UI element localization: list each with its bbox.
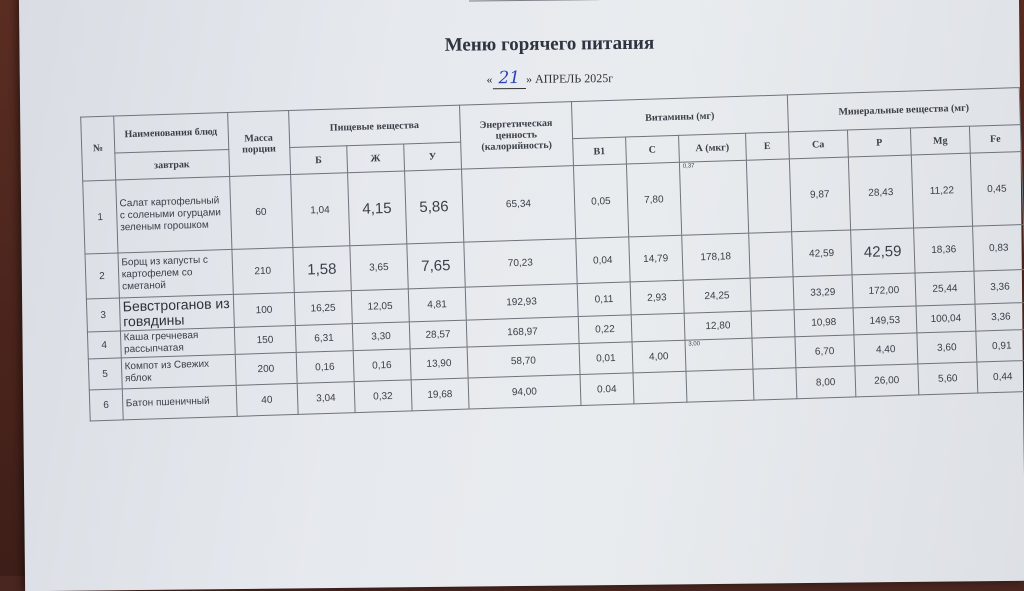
cell-a [685, 338, 753, 371]
cell-mass: 200 [235, 352, 297, 385]
cell-mg: 11,22 [911, 153, 972, 228]
cell-b1: 0,05 [573, 164, 628, 239]
header-c: C [625, 135, 679, 164]
header-vitamins: Витамины (мг) [571, 95, 788, 139]
cell-num: 5 [88, 358, 122, 390]
cell-energy: 70,23 [464, 239, 577, 287]
cell-e [750, 277, 794, 311]
cell-name: Салат картофельный с солеными огурцами зеленым горошком [115, 176, 231, 253]
header-fe: Fe [969, 125, 1021, 154]
cell-b1: 0,22 [578, 315, 632, 344]
cell-mg: 3,60 [917, 331, 977, 364]
cell-b1: 0,04 [576, 237, 630, 284]
cell-mg: 100,04 [916, 304, 976, 333]
cell-c: 2,93 [630, 280, 684, 315]
cell-zh: 0,16 [353, 349, 411, 382]
cell-c: 4,00 [632, 340, 686, 373]
cell-e [749, 232, 793, 278]
cell-e [746, 159, 791, 233]
cell-u: 7,65 [407, 242, 465, 289]
cell-ca: 6,70 [795, 335, 855, 368]
cell-e [753, 368, 797, 400]
header-a: А (мкг) [678, 133, 746, 162]
menu-table [80, 87, 1024, 421]
cell-energy: 65,34 [461, 166, 575, 242]
header-meal: завтрак [114, 149, 229, 180]
cell-zh: 12,05 [351, 289, 409, 324]
date-month-year: АПРЕЛЬ 2025г [534, 71, 614, 86]
header-u: У [403, 142, 461, 171]
cell-p: 172,00 [852, 273, 916, 308]
cell-a: 24,25 [683, 278, 751, 313]
cell-fe: 0,83 [973, 225, 1024, 272]
cell-energy: 168,97 [466, 317, 579, 348]
cell-num: 2 [85, 253, 119, 299]
cell-a [686, 369, 754, 402]
cell-ca: 42,59 [791, 230, 851, 277]
cell-ca: 8,00 [796, 366, 856, 399]
cell-u: 13,90 [410, 347, 468, 380]
cell-name: Борщ из капусты с картофелем со сметаной [118, 249, 233, 298]
cell-b1: 0.04 [580, 373, 634, 406]
cell-num: 6 [89, 389, 123, 421]
cell-b: 6,31 [295, 324, 353, 353]
cell-b1: 0,01 [579, 342, 633, 375]
cell-b: 1,58 [293, 246, 351, 293]
cell-zh: 3,65 [350, 244, 408, 291]
menu-sheet [19, 0, 1024, 591]
date-quote-open: « [486, 72, 493, 87]
cell-num: 1 [83, 180, 118, 254]
cell-c: 14,79 [629, 235, 683, 282]
cell-name: Бевстроганов из говядины [119, 294, 234, 331]
header-ca: Ca [788, 130, 848, 159]
cell-a [679, 160, 748, 235]
header-zh: Ж [346, 144, 404, 173]
cell-fe: 0,91 [976, 329, 1024, 362]
header-nutrients: Пищевые вещества [288, 105, 460, 147]
cell-fe: 3,36 [975, 303, 1024, 332]
cell-name: Батон пшеничный [122, 385, 237, 420]
cell-p: 4,40 [854, 333, 918, 366]
page-title: Меню горячего питания [444, 32, 655, 56]
header-minerals: Минеральные вещества (мг) [787, 88, 1020, 132]
top-approval-line [469, 0, 599, 2]
cell-c: 7,80 [626, 162, 681, 237]
header-mg: Mg [910, 126, 970, 155]
cell-p: 26,00 [855, 364, 919, 397]
cell-u: 4,81 [408, 287, 466, 322]
cell-u: 28,57 [409, 320, 467, 349]
cell-ca: 33,29 [793, 275, 853, 310]
date-quote-close: » [525, 71, 533, 86]
cell-b: 1,04 [290, 173, 349, 248]
cell-mg: 5,60 [918, 362, 978, 395]
cell-e [752, 337, 796, 369]
cell-zh: 4,15 [347, 171, 406, 246]
cell-fe: 0,44 [977, 360, 1024, 393]
cell-mg: 25,44 [915, 271, 975, 306]
cell-mass: 40 [236, 383, 298, 416]
cell-u: 5,86 [404, 169, 463, 244]
cell-zh: 3,30 [352, 322, 410, 351]
cell-ca: 9,87 [789, 157, 850, 232]
cell-mass: 100 [233, 292, 295, 327]
date-day: 21 [492, 68, 526, 89]
cell-num: 3 [86, 298, 120, 332]
cell-energy: 94,00 [468, 375, 581, 410]
cell-p: 149,53 [853, 306, 917, 335]
header-num: № [81, 116, 116, 181]
header-mass: Масса порции [227, 111, 290, 177]
cell-energy: 192,93 [465, 284, 578, 321]
cell-p: 28,43 [848, 155, 913, 230]
cell-a: 12,80 [684, 311, 752, 340]
cell-fe: 0,45 [970, 152, 1023, 227]
cell-e [751, 310, 795, 338]
cell-b: 16,25 [294, 291, 352, 326]
header-b: Б [289, 146, 347, 175]
cell-name: Каша гречневая рассыпчатая [120, 327, 235, 358]
cell-mass: 210 [232, 248, 294, 295]
cell-c [631, 313, 685, 342]
cell-b: 3,04 [297, 382, 355, 415]
cell-mass: 60 [229, 175, 292, 250]
menu-table-wrap [80, 87, 1024, 421]
header-energy: Энергетическая ценность (калорийность) [459, 102, 573, 169]
cell-p: 42,59 [850, 228, 915, 275]
cell-zh: 0,32 [354, 380, 412, 413]
cell-num: 4 [87, 331, 120, 359]
cell-b1: 0,11 [577, 282, 631, 317]
cell-mg: 18,36 [914, 226, 974, 273]
cell-name: Компот из Свежих яблок [121, 354, 236, 389]
cell-fe: 3,36 [974, 270, 1024, 305]
cell-mass: 150 [234, 325, 296, 354]
cell-a-note: 0,37 [682, 163, 695, 170]
header-e: Е [745, 132, 789, 160]
cell-c [633, 371, 687, 404]
cell-ca: 10,98 [794, 308, 854, 337]
header-name: Наименования блюд [113, 112, 228, 153]
cell-a: 178,18 [681, 233, 750, 280]
cell-energy: 58,70 [467, 344, 580, 379]
header-p: P [847, 128, 911, 157]
date-line [20, 62, 1024, 93]
cell-a-note: 3,00 [688, 341, 701, 348]
cell-u: 19,68 [411, 378, 469, 411]
cell-b: 0,16 [296, 351, 354, 384]
header-b1: B1 [572, 137, 626, 166]
